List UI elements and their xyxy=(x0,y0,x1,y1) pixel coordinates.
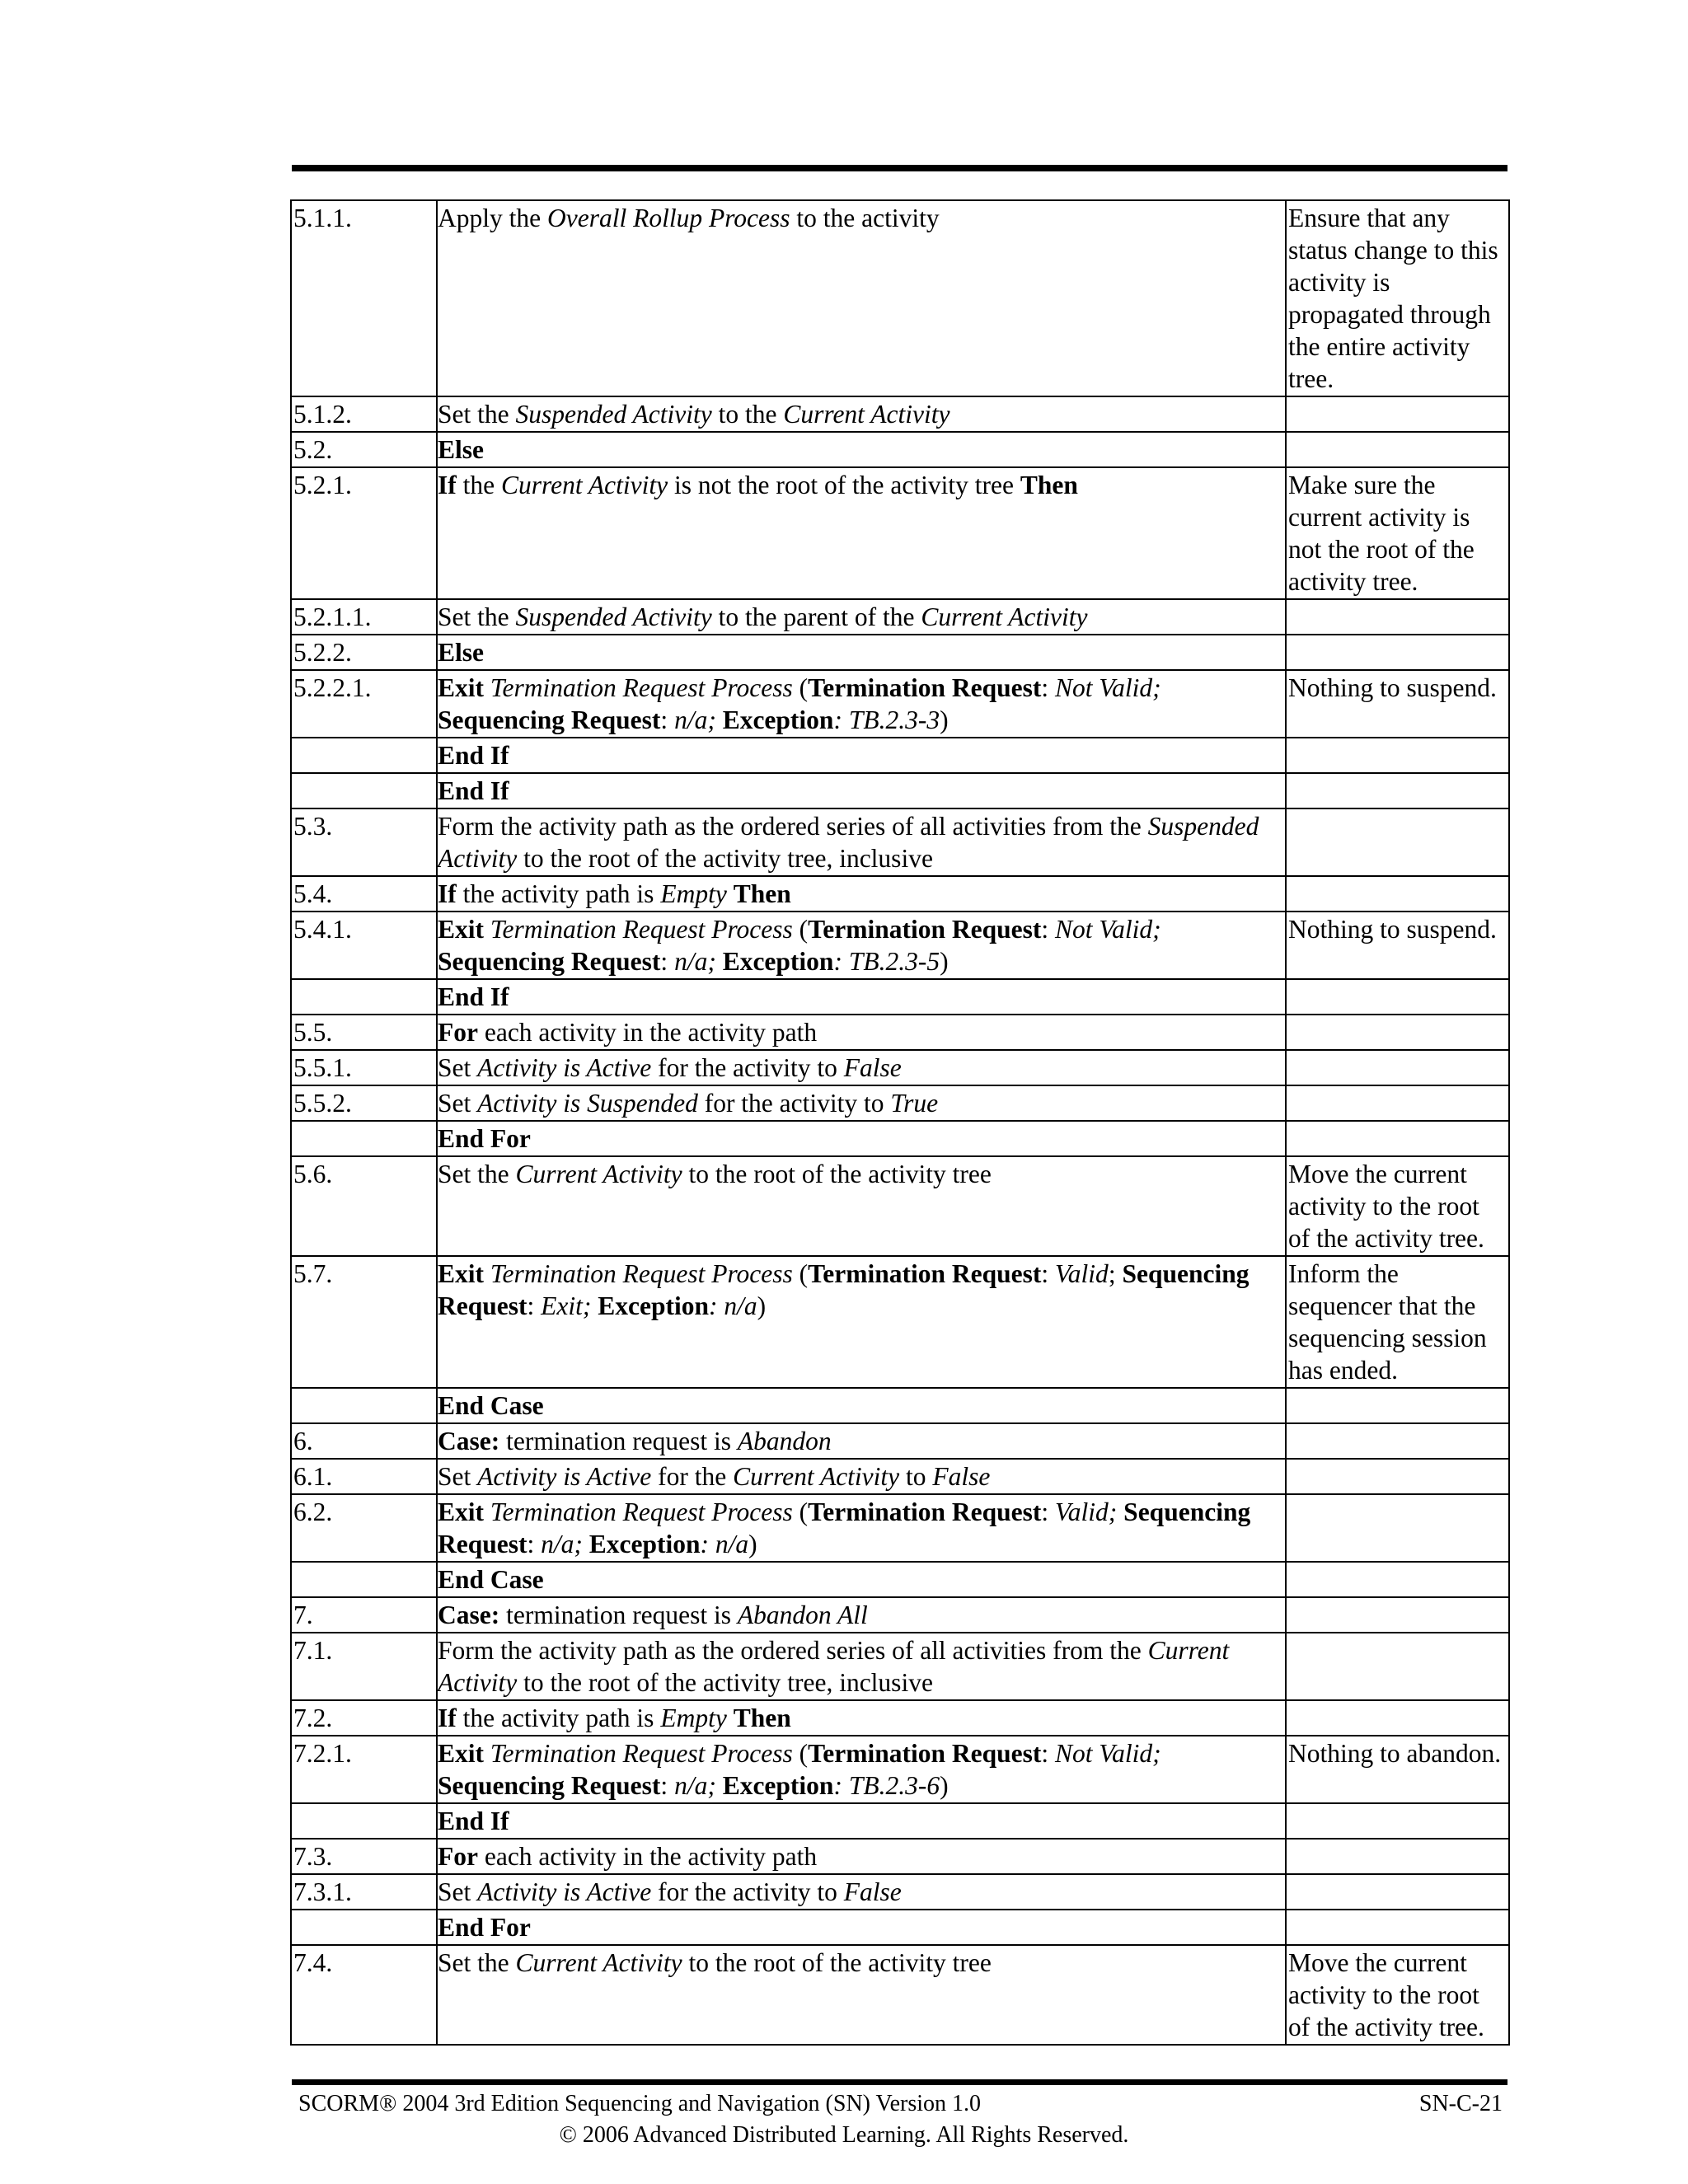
step-number: 6. xyxy=(291,1423,437,1459)
step-text: Exit Termination Request Process (Termination Request: Valid; Sequencing Request: n/a; Exception: n/a) xyxy=(437,1494,1286,1562)
table-row xyxy=(291,1874,1509,1910)
step-note xyxy=(1286,599,1509,635)
step-number: 7.1. xyxy=(291,1633,437,1700)
step-text: Set Activity is Active for the Current Activity to False xyxy=(437,1459,1286,1494)
step-note xyxy=(1286,1700,1509,1736)
footer-copyright: © 2006 Advanced Distributed Learning. All Rights Reserved. xyxy=(559,2122,1129,2148)
step-text: Set the Suspended Activity to the Current Activity xyxy=(437,396,1286,432)
table-row xyxy=(291,1388,1509,1423)
step-text: End If xyxy=(437,979,1286,1015)
step-note: Move the current activity to the root of the activity tree. xyxy=(1286,1945,1509,2045)
step-note: Move the current activity to the root of the activity tree. xyxy=(1286,1156,1509,1256)
table-row xyxy=(291,1256,1509,1388)
table-row xyxy=(291,599,1509,635)
step-text: Else xyxy=(437,635,1286,670)
step-note xyxy=(1286,876,1509,912)
step-text: If the activity path is Empty Then xyxy=(437,876,1286,912)
step-note xyxy=(1286,1803,1509,1839)
table-row xyxy=(291,1156,1509,1256)
step-note xyxy=(1286,1423,1509,1459)
step-note xyxy=(1286,1015,1509,1050)
step-note xyxy=(1286,1562,1509,1597)
table-row xyxy=(291,1562,1509,1597)
table-row xyxy=(291,979,1509,1015)
table-row xyxy=(291,1121,1509,1156)
step-text: Set the Suspended Activity to the parent of the Current Activity xyxy=(437,599,1286,635)
step-number xyxy=(291,1388,437,1423)
table-row xyxy=(291,467,1509,599)
step-note xyxy=(1286,1085,1509,1121)
table-row xyxy=(291,1015,1509,1050)
table-row xyxy=(291,1700,1509,1736)
step-number: 6.2. xyxy=(291,1494,437,1562)
pseudocode-table-body xyxy=(291,200,1509,2045)
table-row xyxy=(291,1459,1509,1494)
table-row xyxy=(291,396,1509,432)
step-number: 7.2. xyxy=(291,1700,437,1736)
table-row xyxy=(291,1423,1509,1459)
step-note xyxy=(1286,1839,1509,1874)
step-number: 7.3. xyxy=(291,1839,437,1874)
step-text: Set the Current Activity to the root of the activity tree xyxy=(437,1156,1286,1256)
step-number: 6.1. xyxy=(291,1459,437,1494)
step-number: 5.2.1.1. xyxy=(291,599,437,635)
footer-rule xyxy=(292,2079,1507,2085)
step-text: End For xyxy=(437,1121,1286,1156)
table-row xyxy=(291,808,1509,876)
table-row xyxy=(291,432,1509,467)
table-row xyxy=(291,738,1509,773)
step-number: 5.2.1. xyxy=(291,467,437,599)
step-text: Exit Termination Request Process (Termination Request: Not Valid; Sequencing Request: n/a; Exception: TB.2.3-5) xyxy=(437,912,1286,979)
step-text: For each activity in the activity path xyxy=(437,1015,1286,1050)
step-note xyxy=(1286,738,1509,773)
step-note: Nothing to suspend. xyxy=(1286,670,1509,738)
header-rule xyxy=(292,165,1507,171)
step-number: 5.6. xyxy=(291,1156,437,1256)
table-row xyxy=(291,1910,1509,1945)
step-text: Exit Termination Request Process (Termination Request: Not Valid; Sequencing Request: n/a; Exception: TB.2.3-3) xyxy=(437,670,1286,738)
step-number: 5.4. xyxy=(291,876,437,912)
step-number xyxy=(291,738,437,773)
table-row xyxy=(291,912,1509,979)
table-row xyxy=(291,1839,1509,1874)
table-row xyxy=(291,1085,1509,1121)
step-note xyxy=(1286,1121,1509,1156)
step-note xyxy=(1286,1874,1509,1910)
step-number: 5.2.2. xyxy=(291,635,437,670)
step-number: 5.1.2. xyxy=(291,396,437,432)
step-text: End For xyxy=(437,1910,1286,1945)
step-text: Set Activity is Suspended for the activity to True xyxy=(437,1085,1286,1121)
step-note: Inform the sequencer that the sequencing session has ended. xyxy=(1286,1256,1509,1388)
step-number: 5.4.1. xyxy=(291,912,437,979)
step-text: Form the activity path as the ordered series of all activities from the Suspended Activity to the root of the activity tree, inclusive xyxy=(437,808,1286,876)
step-number: 5.2.2.1. xyxy=(291,670,437,738)
step-note xyxy=(1286,979,1509,1015)
step-number: 5.5.1. xyxy=(291,1050,437,1085)
table-row xyxy=(291,1736,1509,1803)
step-note xyxy=(1286,773,1509,808)
table-row xyxy=(291,1945,1509,2045)
step-note xyxy=(1286,1910,1509,1945)
step-text: End If xyxy=(437,738,1286,773)
step-number xyxy=(291,979,437,1015)
step-text: Case: termination request is Abandon xyxy=(437,1423,1286,1459)
footer-document-title: SCORM® 2004 3rd Edition Sequencing and Navigation (SN) Version 1.0 xyxy=(298,2091,982,2116)
step-text: For each activity in the activity path xyxy=(437,1839,1286,1874)
step-note: Nothing to suspend. xyxy=(1286,912,1509,979)
table-row xyxy=(291,200,1509,396)
step-number: 7.3.1. xyxy=(291,1874,437,1910)
step-note xyxy=(1286,1597,1509,1633)
step-note xyxy=(1286,396,1509,432)
step-text: End Case xyxy=(437,1388,1286,1423)
step-number: 5.5. xyxy=(291,1015,437,1050)
step-text: Else xyxy=(437,432,1286,467)
step-note: Make sure the current activity is not the root of the activity tree. xyxy=(1286,467,1509,599)
table-row xyxy=(291,876,1509,912)
step-text: Exit Termination Request Process (Termination Request: Not Valid; Sequencing Request: n/a; Exception: TB.2.3-6) xyxy=(437,1736,1286,1803)
table-row xyxy=(291,635,1509,670)
step-number: 7.4. xyxy=(291,1945,437,2045)
step-text: If the activity path is Empty Then xyxy=(437,1700,1286,1736)
step-number: 7.2.1. xyxy=(291,1736,437,1803)
step-note xyxy=(1286,808,1509,876)
step-note xyxy=(1286,1494,1509,1562)
step-number xyxy=(291,773,437,808)
step-note xyxy=(1286,1459,1509,1494)
step-text: If the Current Activity is not the root of the activity tree Then xyxy=(437,467,1286,599)
step-note: Nothing to abandon. xyxy=(1286,1736,1509,1803)
table-row xyxy=(291,1494,1509,1562)
step-text: Set the Current Activity to the root of the activity tree xyxy=(437,1945,1286,2045)
table-row xyxy=(291,1050,1509,1085)
step-number xyxy=(291,1562,437,1597)
step-text: Form the activity path as the ordered series of all activities from the Current Activity to the root of the activity tree, inclusive xyxy=(437,1633,1286,1700)
table-row xyxy=(291,670,1509,738)
step-note xyxy=(1286,635,1509,670)
footer-page-number: SN-C-21 xyxy=(1418,2091,1503,2116)
step-note xyxy=(1286,1388,1509,1423)
step-number xyxy=(291,1910,437,1945)
step-text: Case: termination request is Abandon All xyxy=(437,1597,1286,1633)
step-text: End If xyxy=(437,773,1286,808)
pseudocode-table xyxy=(290,199,1510,2046)
step-number: 5.2. xyxy=(291,432,437,467)
table-row xyxy=(291,1633,1509,1700)
step-text: End Case xyxy=(437,1562,1286,1597)
step-number: 5.3. xyxy=(291,808,437,876)
step-number xyxy=(291,1803,437,1839)
step-note xyxy=(1286,1050,1509,1085)
step-text: Apply the Overall Rollup Process to the activity xyxy=(437,200,1286,396)
step-note: Ensure that any status change to this activity is propagated through the entire activity tree. xyxy=(1286,200,1509,396)
table-row xyxy=(291,773,1509,808)
step-number: 5.5.2. xyxy=(291,1085,437,1121)
step-note xyxy=(1286,432,1509,467)
step-number xyxy=(291,1121,437,1156)
pseudocode-table-container xyxy=(290,199,1508,2046)
step-text: Set Activity is Active for the activity to False xyxy=(437,1874,1286,1910)
step-number: 7. xyxy=(291,1597,437,1633)
table-row xyxy=(291,1597,1509,1633)
step-note xyxy=(1286,1633,1509,1700)
step-text: End If xyxy=(437,1803,1286,1839)
step-text: Set Activity is Active for the activity to False xyxy=(437,1050,1286,1085)
step-number: 5.1.1. xyxy=(291,200,437,396)
step-text: Exit Termination Request Process (Termination Request: Valid; Sequencing Request: Exit; Exception: n/a) xyxy=(437,1256,1286,1388)
step-number: 5.7. xyxy=(291,1256,437,1388)
table-row xyxy=(291,1803,1509,1839)
